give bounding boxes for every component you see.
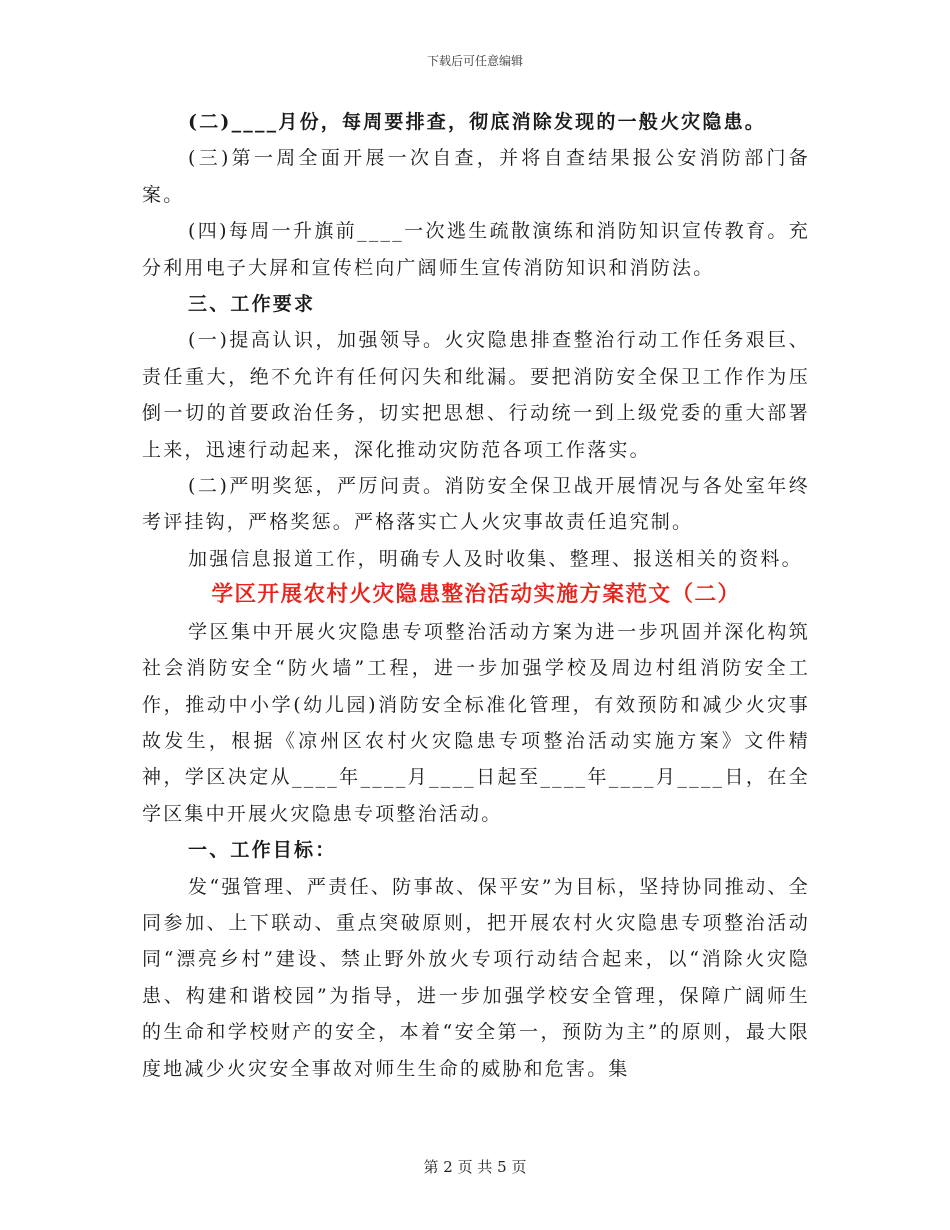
page-footer: 第 2 页 共 5 页: [423, 1158, 527, 1176]
document-title-2: 学区开展农村火灾隐患整治活动实施方案范文（二）: [211, 582, 741, 608]
paragraph-raise-awareness: (一)提高认识，加强领导。火灾隐患排查整治行动工作任务艰巨、责任重大，绝不允许有任何闪失和纰漏。要把消防安全保卫工作作为压倒一切的首要政治任务，切实把思想、行动统一到上级党委的重大部署上来，迅速行动起来，深化推动灾防范各项工作落实。: [142, 329, 810, 461]
paragraph-intro: 学区集中开展火灾隐患专项整治活动方案为进一步巩固并深化构筑社会消防安全“防火墙”工程，进一步加强学校及周边村组消防安全工作，推动中小学(幼儿园)消防安全标准化管理，有效预防和减少火灾事故发生，根据《凉州区农村火灾隐患专项整治活动实施方案》文件精神，学区决定从____年____月____日起至____年____月____日，在全学区集中开展火灾隐患专项整治活动。: [142, 620, 810, 825]
section-heading-work-goals: 一、工作目标：: [188, 839, 337, 862]
paragraph-item-3-self-check: (三)第一周全面开展一次自查，并将自查结果报公安消防部门备案。: [142, 147, 810, 206]
paragraph-rewards-penalties: (二)严明奖惩，严厉问责。消防安全保卫战开展情况与各处室年终考评挂钩，严格奖惩。严格落实亡人火灾事故责任追究制。: [142, 475, 810, 534]
paragraph-item-2-monthly: (二)____月份，每周要排查，彻底消除发现的一般火灾隐患。: [188, 111, 766, 133]
paragraph-information-reporting: 加强信息报道工作，明确专人及时收集、整理、报送相关的资料。: [188, 547, 803, 570]
page-header: 下载后可任意编辑: [426, 54, 523, 68]
paragraph-item-4-drill: (四)每周一升旗前____一次逃生疏散演练和消防知识宣传教育。充分利用电子大屏和宣传栏向广阔师生宣传消防知识和消防法。: [142, 220, 810, 279]
section-heading-work-requirements: 三、工作要求: [188, 293, 316, 316]
paragraph-goals: 发“强管理、严责任、防事故、保平安”为目标，坚持协同推动、全同参加、上下联动、重点突破原则，把开展农村火灾隐患专项整治活动同“漂亮乡村”建设、禁止野外放火专项行动结合起来，以“消除火灾隐患、构建和谐校园”为指导，进一步加强学校安全管理，保障广阔师生的生命和学校财产的安全，本着“安全第一，预防为主”的原则，最大限度地减少火灾安全事故对师生生命的威胁和危害。集: [142, 875, 810, 1080]
document-body: [142, 104, 810, 1087]
